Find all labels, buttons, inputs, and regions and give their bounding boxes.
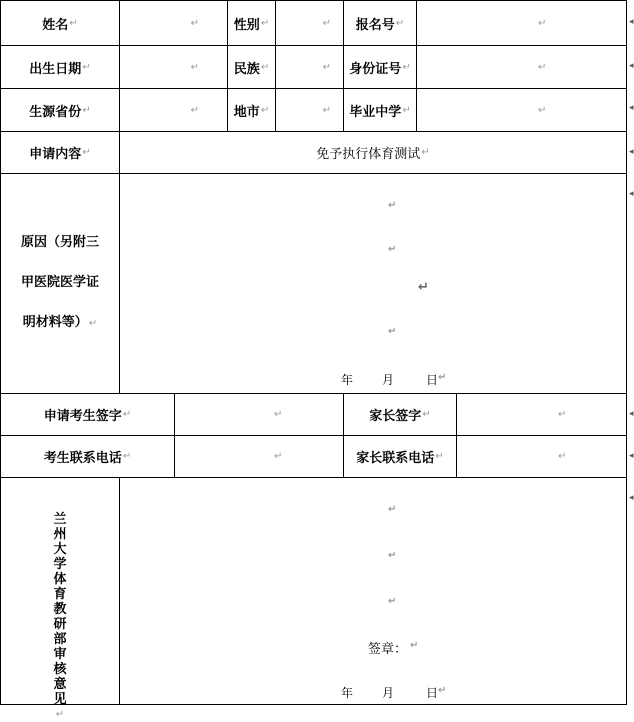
- return-mark: ↵: [558, 451, 567, 462]
- name-label: 姓名: [42, 17, 69, 33]
- parent-sign-label-cell: [343, 393, 457, 436]
- review-char: 见: [53, 692, 67, 707]
- row-end-marker: ◂: [629, 103, 634, 113]
- review-value-cell[interactable]: [119, 477, 627, 705]
- return-mark: ↵: [55, 709, 65, 720]
- reason-line-3: 明材料等）: [22, 315, 88, 330]
- reg-no-label-cell: [343, 0, 417, 46]
- return-mark: ↵: [190, 61, 199, 73]
- reason-value-cell[interactable]: [119, 173, 627, 394]
- row-end-marker: ◂: [629, 451, 634, 461]
- return-mark: ↵: [82, 61, 91, 73]
- review-char: 州: [53, 527, 67, 542]
- return-mark: ↵: [388, 596, 397, 607]
- reg-no-label: 报名号: [355, 17, 395, 33]
- reason-label-cell: [0, 173, 120, 394]
- row-end-marker: ◂: [629, 493, 634, 503]
- parent-phone-label-cell: [343, 435, 457, 478]
- request-value-cell[interactable]: [119, 131, 627, 174]
- city-label-cell: [227, 88, 276, 132]
- review-date-year: 年: [341, 686, 354, 700]
- return-mark: ↵: [260, 104, 270, 116]
- gender-value-cell[interactable]: [275, 0, 344, 46]
- student-sign-label-cell: [0, 393, 175, 436]
- province-value-cell[interactable]: [119, 88, 228, 132]
- return-mark: ↵: [422, 409, 431, 420]
- return-mark: ↵: [388, 504, 397, 515]
- return-mark: ↵: [388, 326, 397, 337]
- return-mark: ↵: [260, 61, 270, 73]
- reason-date-year: 年: [341, 373, 354, 387]
- city-value-cell[interactable]: [275, 88, 344, 132]
- review-char: 部: [53, 632, 67, 647]
- review-char: 审: [53, 647, 67, 662]
- return-mark: ↵: [322, 17, 331, 29]
- gender-label: 性别: [233, 17, 260, 33]
- province-label-cell: [0, 88, 120, 132]
- province-label: 生源省份: [29, 104, 82, 120]
- school-label-cell: [343, 88, 417, 132]
- row-end-marker: ◂: [629, 147, 634, 157]
- review-char: 研: [53, 617, 67, 632]
- review-char: 体: [53, 572, 67, 587]
- reason-date-month: 月: [382, 373, 395, 387]
- student-phone-label: 考生联系电话: [43, 451, 122, 466]
- review-date-day: 日: [426, 686, 439, 700]
- return-mark: ↵: [82, 147, 91, 158]
- reg-no-value-cell[interactable]: [416, 0, 627, 46]
- review-char: 育: [53, 587, 67, 602]
- return-mark: ↵: [435, 451, 444, 462]
- ethnic-label: 民族: [233, 61, 260, 77]
- school-value-cell[interactable]: [416, 88, 627, 132]
- row-end-marker: ◂: [629, 189, 634, 199]
- return-mark: ↵: [388, 244, 397, 255]
- return-mark: ↵: [410, 640, 419, 651]
- reason-line-1: 原因（另附三: [20, 235, 99, 250]
- review-char: 意: [53, 677, 67, 692]
- parent-phone-value-cell[interactable]: [456, 435, 627, 478]
- reason-date-day: 日: [426, 373, 439, 387]
- row-end-marker: ◂: [629, 409, 634, 419]
- return-mark: ↵: [274, 409, 283, 420]
- review-char: 核: [53, 662, 67, 677]
- return-mark: ↵: [538, 61, 547, 73]
- return-mark: ↵: [402, 104, 411, 116]
- return-mark: ↵: [190, 17, 199, 29]
- ethnic-label-cell: [227, 45, 276, 89]
- return-mark: ↵: [69, 17, 78, 29]
- return-mark: ↵: [438, 685, 447, 696]
- birth-label: 出生日期: [29, 61, 82, 77]
- id-label: 身份证号: [349, 61, 402, 77]
- return-mark: ↵: [82, 104, 91, 116]
- review-char: 学: [53, 557, 67, 572]
- ethnic-value-cell[interactable]: [275, 45, 344, 89]
- parent-sign-value-cell[interactable]: [456, 393, 627, 436]
- return-mark: ↵: [322, 61, 331, 73]
- return-mark: ↵: [388, 200, 397, 211]
- name-value-cell[interactable]: [119, 0, 228, 46]
- return-mark: ↵: [88, 318, 98, 329]
- request-label-cell: [0, 131, 120, 174]
- return-mark: ↵: [402, 61, 411, 73]
- request-value: 免予执行体育测试: [316, 147, 421, 162]
- student-phone-label-cell: [0, 435, 175, 478]
- return-mark: ↵: [438, 372, 447, 383]
- parent-phone-label: 家长联系电话: [356, 451, 435, 466]
- return-mark: ↵: [538, 104, 547, 116]
- return-mark: ↵: [418, 280, 429, 295]
- birth-value-cell[interactable]: [119, 45, 228, 89]
- birth-label-cell: [0, 45, 120, 89]
- id-label-cell: [343, 45, 417, 89]
- review-char: 大: [53, 542, 67, 557]
- row-end-marker: ◂: [629, 17, 634, 27]
- review-date-month: 月: [382, 686, 395, 700]
- student-phone-value-cell[interactable]: [174, 435, 344, 478]
- parent-sign-label: 家长签字: [369, 409, 422, 424]
- stamp-label: 签章：: [368, 642, 408, 657]
- return-mark: ↵: [421, 147, 430, 158]
- city-label: 地市: [233, 104, 260, 120]
- id-value-cell[interactable]: [416, 45, 627, 89]
- review-char: 教: [53, 602, 67, 617]
- return-mark: ↵: [122, 451, 132, 462]
- gender-label-cell: [227, 0, 276, 46]
- request-label: 申请内容: [29, 147, 82, 162]
- name-label-cell: [0, 0, 120, 46]
- review-label-cell: [0, 477, 120, 720]
- student-sign-value-cell[interactable]: [174, 393, 344, 436]
- return-mark: ↵: [322, 104, 331, 116]
- school-label: 毕业中学: [349, 104, 402, 120]
- return-mark: ↵: [538, 17, 547, 29]
- return-mark: ↵: [388, 550, 397, 561]
- return-mark: ↵: [260, 17, 270, 29]
- student-sign-label: 申请考生签字: [43, 409, 122, 424]
- return-mark: ↵: [122, 409, 132, 420]
- return-mark: ↵: [395, 17, 405, 29]
- row-end-marker: ◂: [629, 61, 634, 71]
- return-mark: ↵: [274, 451, 283, 462]
- reason-line-2: 甲医院医学证: [20, 275, 99, 290]
- return-mark: ↵: [558, 409, 567, 420]
- review-char: 兰: [53, 512, 67, 527]
- return-mark: ↵: [190, 104, 199, 116]
